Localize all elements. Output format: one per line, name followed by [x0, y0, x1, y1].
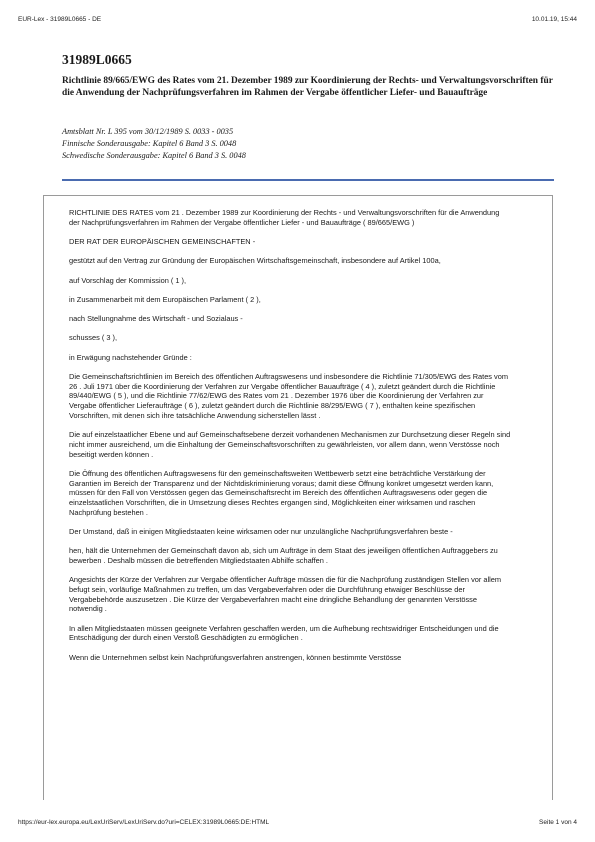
body-paragraph: Die Gemeinschaftsrichtlinien im Bereich des öffentlichen Auftragswesens und insbesondere die Richtlinie 71/305/EWG des Rates vom 26 . Juli 1971 über die Koordinierung der Verfahren zur Vergabe öffentlicher Bauaufträge ( 4 ), zuletzt geändert durch die Richtlinie 89/440/EWG ( 5 ), und die Richtlinie 77/62/EWG des Rates vom 21 . Dezember 1976 über die Koordinierung der Verfahren zur Vergabe öffentlicher Lieferaufträge ( 6 ), zuletzt geändert durch die Richtlinie 88/295/EWG ( 7 ), enthalten keine spezifischen Vorschriften, mit denen sich ihre tatsächliche Anwendung sicherstellen lässt . — [69, 372, 509, 420]
body-paragraph: Die auf einzelstaatlicher Ebene und auf Gemeinschaftsebene derzeit vorhandenen Mechanismen zur Durchsetzung dieser Regeln sind nicht immer ausreichend, um die Einhaltung der Gemeinschaftsvorschriften zu gewährleisten, vor allem dann, wenn Verstösse noch beseitigt werden können . — [69, 430, 511, 459]
print-header-title: EUR-Lex - 31989L0665 - DE — [18, 16, 102, 23]
body-paragraph: nach Stellungnahme des Wirtschaft - und Sozialaus - — [69, 314, 243, 324]
body-paragraph: gestützt auf den Vertrag zur Gründung der Europäischen Wirtschaftsgemeinschaft, insbesondere auf Artikel 100a, — [69, 256, 441, 266]
separator-rule — [62, 179, 554, 181]
celex-number: 31989L0665 — [62, 52, 132, 67]
body-paragraph: hen, hält die Unternehmen der Gemeinschaft davon ab, sich um Aufträge in dem Staat des jeweiligen öffentlichen Auftraggebers zu bewerben . Deshalb müssen die betreffenden Mitgliedstaaten Abhilfe schaffen . — [69, 546, 498, 565]
body-paragraph: in Erwägung nachstehender Gründe : — [69, 352, 192, 362]
print-header — [18, 16, 577, 23]
document-text-box — [43, 195, 553, 800]
body-paragraph: RICHTLINIE DES RATES vom 21 . Dezember 1989 zur Koordinierung der Rechts - und Verwaltungsvorschriften für die Anwendung der Nachprüfungsverfahren im Rahmen der Vergabe öffentlicher Liefer - und Bauaufträge ( 89/665/EWG ) — [69, 208, 500, 227]
body-paragraph: In allen Mitgliedstaaten müssen geeignete Verfahren geschaffen werden, um die Aufhebung rechtswidriger Entscheidungen und die Entschädigung der durch einen Verstoß Geschädigten zu ermöglichen . — [69, 623, 499, 643]
print-footer — [18, 819, 577, 826]
body-paragraph: Angesichts der Kürze der Verfahren zur Vergabe öffentlicher Aufträge müssen die für die Nachprüfung zuständigen Stellen vor allem befugt sein, vorläufige Maßnahmen zu treffen, um das Vergabeverfahren oder die Durchführung etwaiger Beschlüsse der Vergabebehörde auszusetzen . Die Kürze der Vergabeverfahren macht eine dringliche Behandlung der genannten Verstösse notwendig . — [69, 575, 502, 614]
body-paragraph: Wenn die Unternehmen selbst kein Nachprüfungsverfahren anstrengen, können bestimmte Verstösse — [69, 652, 402, 662]
document-body — [69, 208, 512, 672]
reference-swedish-edition: Schwedische Sonderausgabe: Kapitel 6 Band 3 S. 0048 — [62, 151, 246, 161]
source-url: https://eur-lex.europa.eu/LexUriServ/LexUriServ.do?uri=CELEX:31989L0665:DE:HTML — [18, 819, 270, 826]
body-paragraph: Die Öffnung des öffentlichen Auftragswesens für den gemeinschaftsweiten Wettbewerb setzt eine beträchtliche Verstärkung der Garantien im Bereich der Transparenz und der Nichtdiskriminierung voraus; damit diese Öffnung konkret umgesetzt werden kann, müssen für den Fall von Verstössen gegen das Gemeinschaftsrecht im Bereich des öffentlichen Auftragswesens oder gegen die einzelstaatlichen Vorschriften, die in Umsetzung dieses Rechtes ergangen sind, Möglichkeiten einer wirksamen und raschen Nachprüfung bestehen . — [69, 468, 494, 517]
reference-finnish-edition: Finnische Sonderausgabe: Kapitel 6 Band 3 S. 0048 — [62, 139, 237, 149]
body-paragraph: DER RAT DER EUROPÄISCHEN GEMEINSCHAFTEN - — [69, 237, 256, 246]
body-paragraph: in Zusammenarbeit mit dem Europäischen Parlament ( 2 ), — [69, 294, 261, 304]
publication-references — [62, 126, 542, 163]
body-paragraph: auf Vorschlag der Kommission ( 1 ), — [69, 275, 187, 285]
document-title: Richtlinie 89/665/EWG des Rates vom 21. Dezember 1989 zur Koordinierung der Rechts- und Verwaltungsvorschriften für die Anwendung der Nachprüfungsverfahren im Rahmen der Vergabe öffentlicher Liefer- und Bauaufträge — [62, 76, 553, 99]
body-paragraph: schusses ( 3 ), — [69, 333, 118, 343]
reference-official-journal: Amtsblatt Nr. L 395 vom 30/12/1989 S. 0033 - 0035 — [62, 127, 234, 136]
page-number: Seite 1 von 4 — [539, 819, 577, 826]
print-header-datetime: 10.01.19, 15:44 — [531, 16, 577, 23]
body-paragraph: Der Umstand, daß in einigen Mitgliedstaaten keine wirksamen oder nur unzulängliche Nachprüfungsverfahren beste - — [69, 527, 453, 536]
